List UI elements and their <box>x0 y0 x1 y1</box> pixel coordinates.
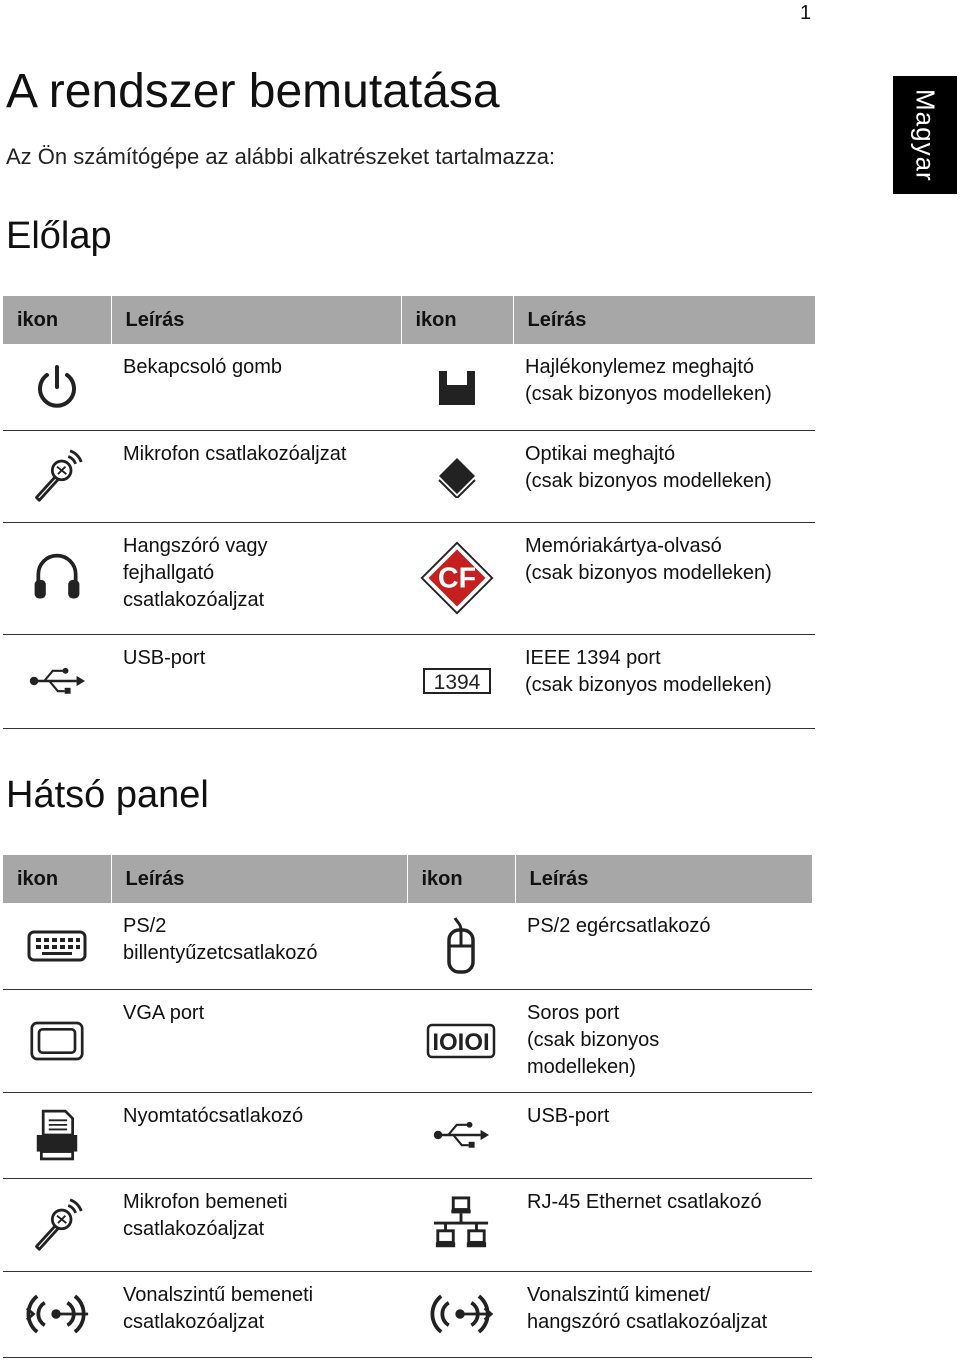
language-tab-label: Magyar <box>910 88 941 182</box>
column-header: Leírás <box>513 296 815 344</box>
table-header-row <box>3 855 812 903</box>
table-header-row <box>3 296 815 344</box>
language-tab <box>893 76 957 194</box>
keyboard-icon <box>3 903 111 989</box>
description-cell: Memóriakártya-olvasó (csak bizonyos modelleken) <box>513 522 815 634</box>
column-header: ikon <box>407 855 515 903</box>
ieee1394-icon <box>401 634 513 728</box>
description-cell: Vonalszintű kimenet/ hangszóró csatlakozóaljzat <box>515 1271 812 1357</box>
ethernet-icon <box>407 1178 515 1271</box>
printer-icon <box>3 1092 111 1178</box>
description-cell: VGA port <box>111 989 407 1092</box>
floppy-icon <box>401 344 513 430</box>
table-row <box>3 634 815 728</box>
description-cell: RJ-45 Ethernet csatlakozó <box>515 1178 812 1271</box>
usb-icon <box>407 1092 515 1178</box>
description-cell: PS/2 egércsatlakozó <box>515 903 812 989</box>
rear-panel-heading: Hátsó panel <box>6 774 209 816</box>
table-row <box>3 344 815 430</box>
cf-card-label: CF <box>438 562 476 595</box>
description-cell: Mikrofon bemeneti csatlakozóaljzat <box>111 1178 407 1271</box>
optical-drive-icon <box>401 430 513 522</box>
intro-text: Az Ön számítógépe az alábbi alkatrészeket tartalmazza: <box>6 144 556 169</box>
vga-icon <box>3 989 111 1092</box>
mouse-icon <box>407 903 515 989</box>
column-header: Leírás <box>515 855 812 903</box>
description-cell: PS/2 billentyűzetcsatlakozó <box>111 903 407 989</box>
line-out-icon <box>407 1271 515 1357</box>
line-in-icon <box>3 1271 111 1357</box>
table-row <box>3 1271 812 1357</box>
usb-icon <box>3 634 111 728</box>
table-row <box>3 430 815 522</box>
serial-port-icon <box>407 989 515 1092</box>
front-panel-heading: Előlap <box>6 215 112 257</box>
table-row <box>3 1092 812 1178</box>
microphone-icon <box>3 1178 111 1271</box>
description-cell: Mikrofon csatlakozóaljzat <box>111 430 401 522</box>
description-cell: Optikai meghajtó (csak bizonyos modelleken) <box>513 430 815 522</box>
column-header: ikon <box>3 296 111 344</box>
microphone-icon <box>3 430 111 522</box>
description-cell: IEEE 1394 port (csak bizonyos modelleken) <box>513 634 815 728</box>
column-header: Leírás <box>111 296 401 344</box>
table-row <box>3 522 815 634</box>
serial-port-label: IOIOI <box>432 1028 490 1056</box>
power-icon <box>3 344 111 430</box>
description-cell: Vonalszintű bemeneti csatlakozóaljzat <box>111 1271 407 1357</box>
cf-card-icon <box>401 522 513 634</box>
description-cell: USB-port <box>515 1092 812 1178</box>
column-header: ikon <box>3 855 111 903</box>
headphones-icon <box>3 522 111 634</box>
front-panel-table <box>3 296 815 729</box>
description-cell: Bekapcsoló gomb <box>111 344 401 430</box>
description-cell: Hajlékonylemez meghajtó (csak bizonyos modelleken) <box>513 344 815 430</box>
description-cell: USB-port <box>111 634 401 728</box>
rear-panel-table <box>3 855 812 1358</box>
description-cell: Soros port (csak bizonyos modelleken) <box>515 989 812 1092</box>
page-number: 1 <box>800 2 812 24</box>
table-row <box>3 989 812 1092</box>
page-title: A rendszer bemutatása <box>6 65 500 118</box>
table-row <box>3 1178 812 1271</box>
ieee1394-label: 1394 <box>433 671 481 694</box>
column-header: ikon <box>401 296 513 344</box>
column-header: Leírás <box>111 855 407 903</box>
table-row <box>3 903 812 989</box>
description-cell: Hangszóró vagy fejhallgató csatlakozóaljzat <box>111 522 401 634</box>
description-cell: Nyomtatócsatlakozó <box>111 1092 407 1178</box>
